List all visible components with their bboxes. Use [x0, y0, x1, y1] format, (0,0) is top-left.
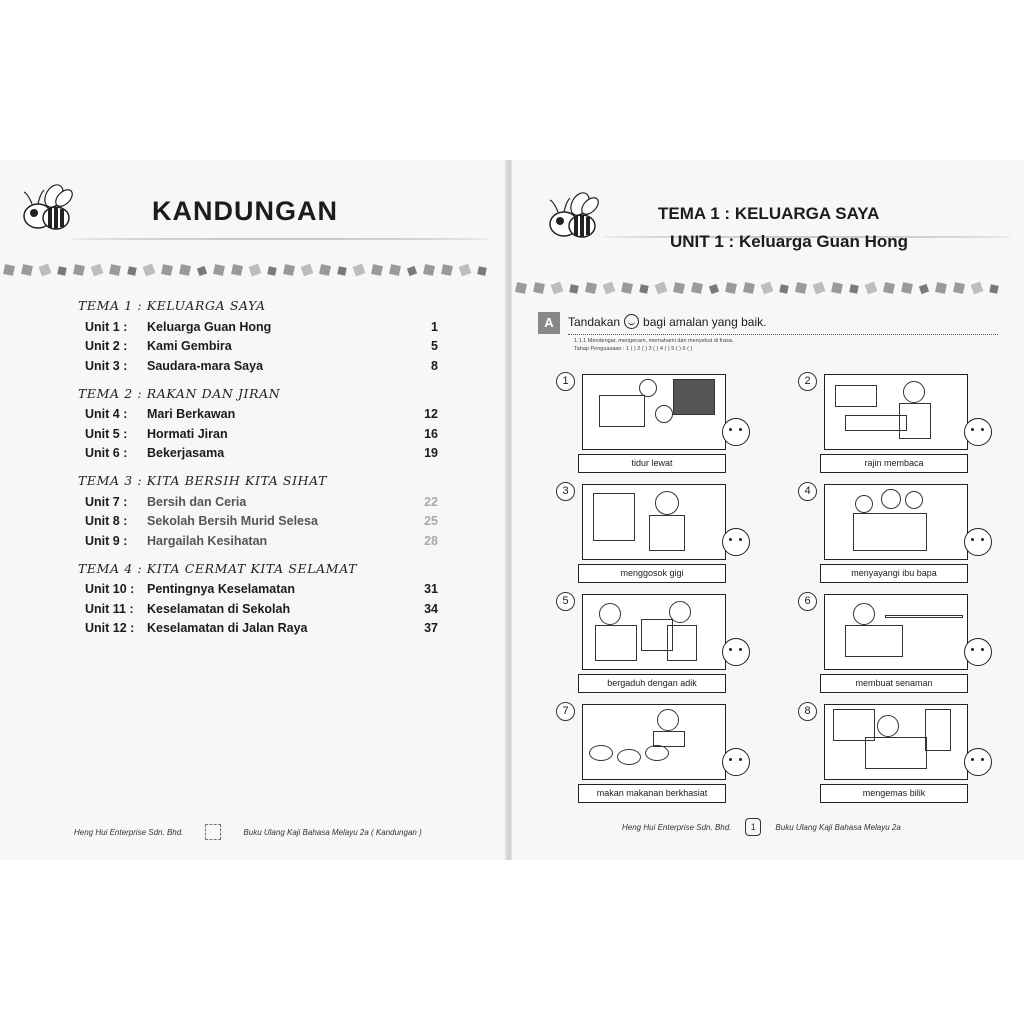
toc-row [78, 580, 438, 600]
illustration [582, 374, 726, 450]
toc-row [78, 424, 438, 444]
item-caption: menyayangi ibu bapa [820, 564, 968, 583]
unit-title: Kami Gembira [147, 339, 232, 354]
tema-heading: TEMA 1 : KELUARGA SAYA [78, 298, 266, 313]
footer-publisher: Heng Hui Enterprise Sdn. Bhd. [74, 827, 184, 837]
page-footer [622, 818, 901, 836]
unit-number: Unit 11 : [85, 601, 134, 616]
footer-book: Buku Ulang Kaji Bahasa Melayu 2a [775, 822, 901, 832]
page-number: 25 [424, 514, 438, 529]
page-number-box [205, 824, 221, 840]
exercise-item [562, 374, 752, 478]
item-number: 1 [556, 372, 575, 391]
item-number: 7 [556, 702, 575, 721]
exercise-item [562, 704, 752, 808]
exercise-item [562, 594, 752, 698]
page-footer [74, 824, 484, 840]
learning-standard: 1.1.1 Mendengar, mengecam, memahami dan menyebut di frasa. [574, 338, 734, 344]
page-number: 37 [424, 621, 438, 636]
exercise-item [804, 374, 994, 478]
unit-number: Unit 2 : [85, 339, 128, 354]
unit-title: Saudara-mara Saya [147, 358, 264, 373]
exercise-page [512, 160, 1024, 860]
toc-row [78, 512, 438, 532]
illustration [824, 594, 968, 670]
page-number: 34 [424, 601, 438, 616]
item-number: 6 [798, 592, 817, 611]
book-spread [0, 160, 1024, 860]
item-number: 5 [556, 592, 575, 611]
instruction [568, 314, 766, 329]
page-number: 22 [424, 494, 438, 509]
unit-number: Unit 1 : [85, 319, 128, 334]
bee-icon [20, 182, 76, 242]
tick-face[interactable] [722, 528, 750, 556]
item-caption: bergaduh dengan adik [578, 674, 726, 693]
item-number: 2 [798, 372, 817, 391]
item-caption: tidur lewat [578, 454, 726, 473]
illustration [582, 704, 726, 780]
illustration [582, 594, 726, 670]
unit-title: Keselamatan di Jalan Raya [147, 621, 308, 636]
toc-row [78, 317, 438, 337]
unit-number: Unit 7 : [85, 494, 128, 509]
page-number: 19 [424, 446, 438, 461]
unit-title: Mari Berkawan [147, 407, 236, 422]
illustration [824, 374, 968, 450]
unit-title: Bersih dan Ceria [147, 494, 247, 509]
footer-publisher: Heng Hui Enterprise Sdn. Bhd. [622, 822, 732, 832]
decor-dots [0, 260, 505, 282]
decor-swoosh [70, 238, 490, 240]
unit-number: Unit 12 : [85, 621, 135, 636]
smiley-icon [624, 314, 639, 329]
page-number: 5 [431, 339, 438, 354]
page-number: 8 [431, 358, 438, 373]
toc-row [78, 531, 438, 551]
item-caption: rajin membaca [820, 454, 968, 473]
exercise-item [562, 484, 752, 588]
item-caption: mengemas bilik [820, 784, 968, 803]
item-caption: menggosok gigi [578, 564, 726, 583]
tick-face[interactable] [964, 748, 992, 776]
unit-title: Keluarga Guan Hong [147, 319, 272, 334]
exercise-item [804, 594, 994, 698]
unit-number: Unit 6 : [85, 446, 128, 461]
page-number: 31 [424, 582, 438, 597]
decor-dots [512, 278, 1024, 300]
toc-row [78, 619, 438, 639]
page-number: 28 [424, 533, 438, 548]
tick-face[interactable] [964, 418, 992, 446]
exercise-item [804, 484, 994, 588]
unit-number: Unit 5 : [85, 426, 128, 441]
tick-face[interactable] [722, 638, 750, 666]
toc-row [78, 492, 438, 512]
toc-row [78, 356, 438, 376]
illustration [582, 484, 726, 560]
instruction-text: bagi amalan yang baik. [643, 314, 767, 329]
item-caption: membuat senaman [820, 674, 968, 693]
page-title: KANDUNGAN [152, 196, 338, 226]
item-number: 8 [798, 702, 817, 721]
unit-number: Unit 9 : [85, 533, 128, 548]
unit-title: UNIT 1 : Keluarga Guan Hong [670, 232, 909, 251]
instruction-text: Tandakan [568, 314, 621, 329]
tick-face[interactable] [722, 748, 750, 776]
unit-number: Unit 10 : [85, 582, 135, 597]
table-of-contents [78, 298, 438, 638]
tick-face[interactable] [722, 418, 750, 446]
divider [568, 334, 998, 335]
section-label: A [538, 312, 560, 334]
tema-title: TEMA 1 : KELUARGA SAYA [658, 204, 880, 223]
page-number: 12 [424, 407, 438, 422]
page-number: 16 [424, 426, 438, 441]
item-number: 4 [798, 482, 817, 501]
tema-heading: TEMA 2 : RAKAN DAN JIRAN [78, 385, 281, 401]
tema-heading: TEMA 4 : KITA CERMAT KITA SELAMAT [78, 560, 358, 576]
unit-title: Hargailah Kesihatan [147, 533, 268, 548]
toc-row [78, 444, 438, 464]
page-number: 1 [431, 319, 438, 334]
unit-title: Sekolah Bersih Murid Selesa [147, 514, 318, 529]
mastery-level: Tahap Penguasaan : 1 ( ) 2 ( ) 3 ( ) 4 ( ) 5 ( ) 6 ( ) [574, 346, 693, 352]
tick-face[interactable] [964, 528, 992, 556]
unit-title: Hormati Jiran [147, 426, 228, 441]
unit-number: Unit 4 : [85, 407, 128, 422]
toc-row [78, 599, 438, 619]
contents-page [0, 160, 506, 860]
tick-face[interactable] [964, 638, 992, 666]
unit-number: Unit 8 : [85, 514, 128, 529]
footer-book: Buku Ulang Kaji Bahasa Melayu 2a ( Kandungan ) [243, 827, 422, 837]
item-number: 3 [556, 482, 575, 501]
exercise-item [804, 704, 994, 808]
unit-title: Keselamatan di Sekolah [147, 601, 291, 616]
bee-icon [546, 190, 602, 250]
illustration [824, 484, 968, 560]
toc-row [78, 337, 438, 357]
page-number: 1 [745, 818, 761, 836]
unit-number: Unit 3 : [85, 358, 128, 373]
tema-heading: TEMA 3 : KITA BERSIH KITA SIHAT [78, 473, 328, 488]
item-caption: makan makanan berkhasiat [578, 784, 726, 803]
toc-row [78, 405, 438, 425]
unit-title: Pentingnya Keselamatan [147, 582, 295, 597]
unit-title: Bekerjasama [147, 446, 225, 461]
illustration [824, 704, 968, 780]
